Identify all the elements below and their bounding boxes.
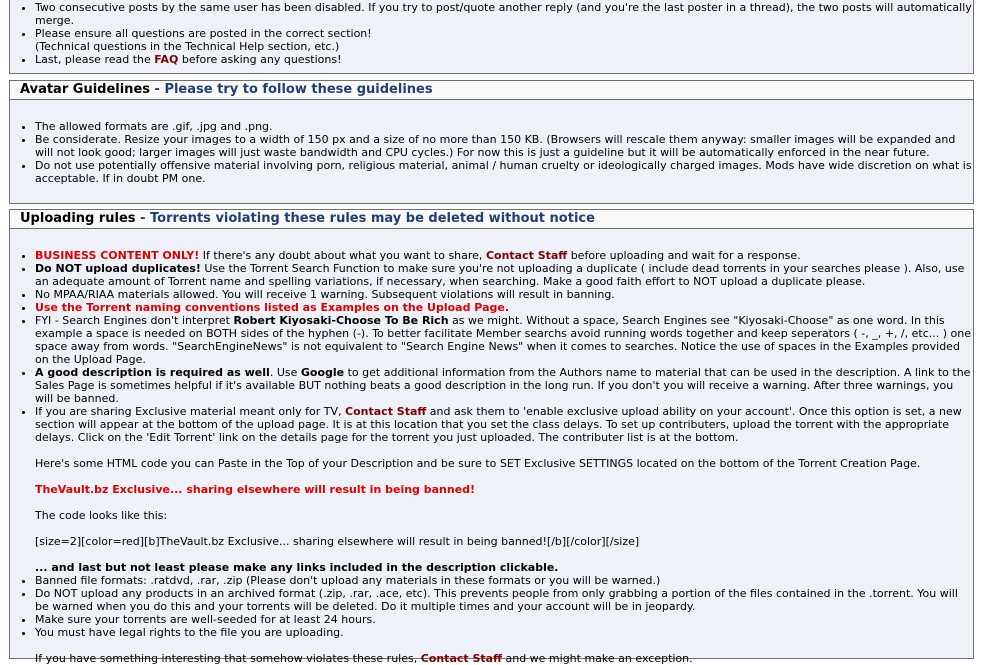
list-item: • Be considerate. Resize your images to a width of 150 px and a size of no more than 150 KB. (Browsers will rescale them anyway: smaller images will be expanded and will not look good; larger images will just waste bandwidth and CPU cycles.) For now this is just a guideline but it will be automatically enforced in the near future. — [35, 133, 973, 159]
html-code-intro: Here's some HTML code you can Paste in the Top of your Description and be sure to SET Exclusive SETTINGS located on the bottom of the Torrent Creation Page. — [35, 457, 921, 470]
list-item: • Banned file formats: .ratdvd, .rar, .zip (Please don't upload any materials in these formats or you will be warned.) — [35, 574, 973, 587]
upload-rules-list-2 — [10, 574, 973, 639]
general-rules-list — [10, 1, 973, 66]
rule-text: Use the Torrent Search Function to make sure you're not uploading a duplicate ( include dead torrents in your searches please ). Also, use an adequate amount of Torrent name and spelling variations, if necessary, when searching. Make a good faith effort to NOT upload a duplicate please. — [35, 262, 965, 288]
list-item: • The allowed formats are .gif, .jpg and .png. — [35, 120, 973, 133]
rule-text: before uploading and wait for a response. — [567, 249, 801, 262]
list-item: • You must have legal rights to the file you are uploading. — [35, 626, 973, 639]
list-item: • Do NOT upload any products in an archived format (.zip, .rar, .ace, etc). This prevents people from only grabbing a portion of the files contained in the .torrent. You will be warned when you do this and your torrents will be deleted. Do it multiple times and your account will be in jeopardy. — [35, 587, 973, 613]
contact-staff-link[interactable]: Contact Staff — [420, 652, 502, 665]
rule-text: If you have something interesting that somehow violates these rules, — [35, 652, 421, 665]
business-only-text: BUSINESS CONTENT ONLY! — [35, 249, 200, 262]
avatar-rules-list — [10, 120, 973, 185]
list-item — [35, 366, 973, 405]
avatar-guidelines-box — [9, 80, 974, 204]
list-item — [35, 40, 973, 53]
clickable-links-note: ... and last but not least please make any links included in the description clickable. — [35, 561, 559, 574]
avatar-guidelines-heading — [10, 81, 973, 100]
rule-bold: Robert Kiyosaki-Choose To Be Rich — [233, 314, 449, 327]
google-text: Google — [300, 366, 345, 379]
list-item — [35, 314, 973, 366]
list-item: • Make sure your torrents are well-seeded for at least 24 hours. — [35, 613, 973, 626]
list-item — [35, 301, 973, 314]
list-item — [35, 405, 973, 444]
faq-pre-text: Last, please read the — [35, 53, 155, 66]
list-item-text: (Technical questions in the Technical Help section, etc.) — [35, 40, 340, 53]
rule-text: If there's any doubt about what you want to share, — [199, 249, 486, 262]
uploading-rules-box — [9, 209, 974, 665]
list-item: • Do not use potentially offensive material involving porn, religious material, animal / human cruelty or ideologically charged images. Mods have wide discretion on what is acceptable. If in doubt PM one. — [35, 159, 973, 185]
contact-staff-link[interactable]: Contact Staff — [485, 249, 568, 262]
rule-text: FYI - Search Engines don't interpret — [35, 314, 234, 327]
rule-text: . Use — [269, 366, 301, 379]
faq-link[interactable]: FAQ — [154, 53, 179, 66]
faq-post-text: before asking any questions! — [178, 53, 342, 66]
upload-title: Uploading rules — [20, 211, 136, 226]
uploading-rules-heading — [10, 210, 973, 229]
rule-bold: Do NOT upload duplicates! — [35, 262, 201, 275]
exception-note — [10, 652, 973, 665]
list-item: • Please ensure all questions are posted in the correct section! — [35, 27, 973, 40]
list-item — [35, 262, 973, 288]
list-item: • Two consecutive posts by the same user has been disabled. If you try to post/quote another reply (and you're the last poster in a thread), the two posts will automatically merge. — [35, 1, 973, 27]
upload-rules-list — [10, 249, 973, 444]
exclusive-banner-text: TheVault.bz Exclusive... sharing elsewhere will result in being banned! — [35, 483, 476, 496]
general-rules-box — [9, 0, 974, 74]
rule-text: and we might make an exception. — [501, 652, 693, 665]
list-item: • No MPAA/RIAA materials allowed. You will receive 1 warning. Subsequent violations will result in banning. — [35, 288, 973, 301]
upload-subtitle: - Torrents violating these rules may be deleted without notice — [135, 211, 595, 226]
rule-text: as we might. Without a space, Search Engines see "Kiyosaki-Choose" as one word. In this example a space is needed on BOTH sides of the hyphen (-). To better facilitate Member searchs avoid running words together and keep seperators ( -, _, +, /, etc... ) one space away from words. "SearchEngineNews" is not equivalent to "Search Engine News" when it comes to searches. Notice the use of spaces in the Examples provided on the Upload Page. — [35, 314, 972, 366]
list-item — [35, 53, 973, 66]
contact-staff-link[interactable]: Contact Staff — [345, 405, 427, 418]
rule-bold: A good description is required as well — [35, 366, 270, 379]
list-item — [35, 249, 973, 262]
code-label: The code looks like this: — [35, 509, 168, 522]
bbcode-snippet: [size=2][color=red][b]TheVault.bz Exclusive... sharing elsewhere will result in being banned![/b][/color][/size] — [35, 535, 640, 548]
naming-conventions-text: Use the Torrent naming conventions listed as Examples on the Upload Page. — [35, 301, 510, 314]
avatar-title: Avatar Guidelines — [20, 82, 150, 97]
avatar-subtitle: - Please try to follow these guidelines — [150, 82, 433, 97]
rule-text: and ask them to 'enable exclusive upload ability on your account'. Once this option is set, a new section will appear at the bottom of the upload page. It is at this location that you set the class delays. To set up contributers, upload the torrent with the appropriate delays. Click on the 'Edit Torrent' link on the details page for the torrent you just uploaded. The contributer list is at the bottom. — [35, 405, 962, 444]
rule-text: If you are sharing Exclusive material meant only for TV, — [35, 405, 346, 418]
rule-text: to get additional information from the Authors name to material that can be used in the description. A link to the Sales Page is sometimes helpful if it's available BUT nothing beats a good description in the long run. If you don't you will receive a warning. After three warnings, you will be banned. — [35, 366, 971, 405]
